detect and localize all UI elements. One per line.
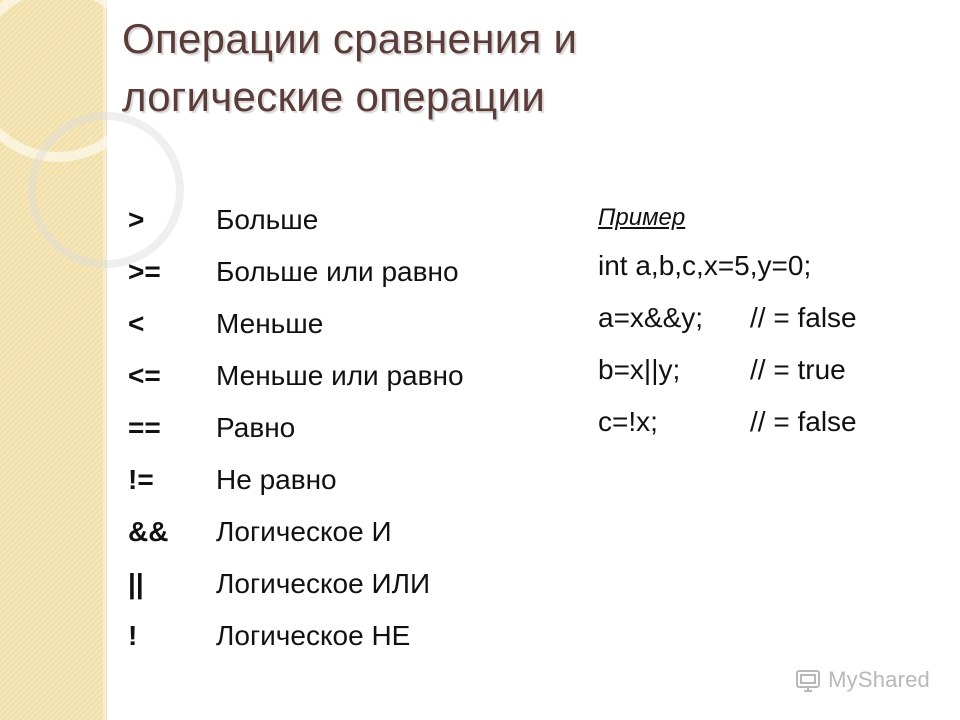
operator-row [128,350,558,402]
operator-label: Не равно [216,464,337,495]
operator-row [128,610,558,662]
operator-label: Больше [216,204,319,235]
operator-symbol: < [128,308,145,339]
example-declaration: int a,b,c,x=5,y=0; [598,250,812,281]
operator-label: Больше или равно [216,256,459,287]
example-heading: Пример [598,204,686,231]
example-comment: // = false [750,406,857,437]
example-section [598,196,928,448]
left-decorative-band [0,0,107,720]
operator-symbol: == [128,412,161,443]
operator-symbol: != [128,464,154,495]
myshared-logo-icon [794,666,822,694]
operator-label: Меньше или равно [216,360,464,391]
operators-list [128,194,558,662]
operator-row [128,402,558,454]
title-line-2: логические операции [122,73,546,120]
example-expression: a=x&&y; [598,302,704,333]
operator-label: Логическое ИЛИ [216,568,431,599]
operator-symbol: || [128,568,144,599]
operator-row [128,558,558,610]
example-comment: // = true [750,354,846,385]
operator-row [128,506,558,558]
example-expression: b=x||y; [598,354,681,385]
slide-title [122,10,902,126]
example-line [598,292,928,344]
title-line-1: Операции сравнения и [122,15,578,62]
operator-label: Меньше [216,308,324,339]
example-line [598,396,928,448]
operator-row [128,194,558,246]
operator-label: Равно [216,412,296,443]
operator-symbol: >= [128,256,161,287]
operator-symbol: > [128,204,145,235]
operator-row [128,454,558,506]
operator-symbol: ! [128,620,138,651]
example-expression: c=!x; [598,406,658,437]
operator-symbol: && [128,516,169,547]
watermark [794,666,930,694]
example-line [598,344,928,396]
example-comment: // = false [750,302,857,333]
operator-row [128,246,558,298]
operator-label: Логическое НЕ [216,620,411,651]
operator-label: Логическое И [216,516,392,547]
operator-symbol: <= [128,360,161,391]
operator-row [128,298,558,350]
watermark-text: MyShared [828,667,930,692]
